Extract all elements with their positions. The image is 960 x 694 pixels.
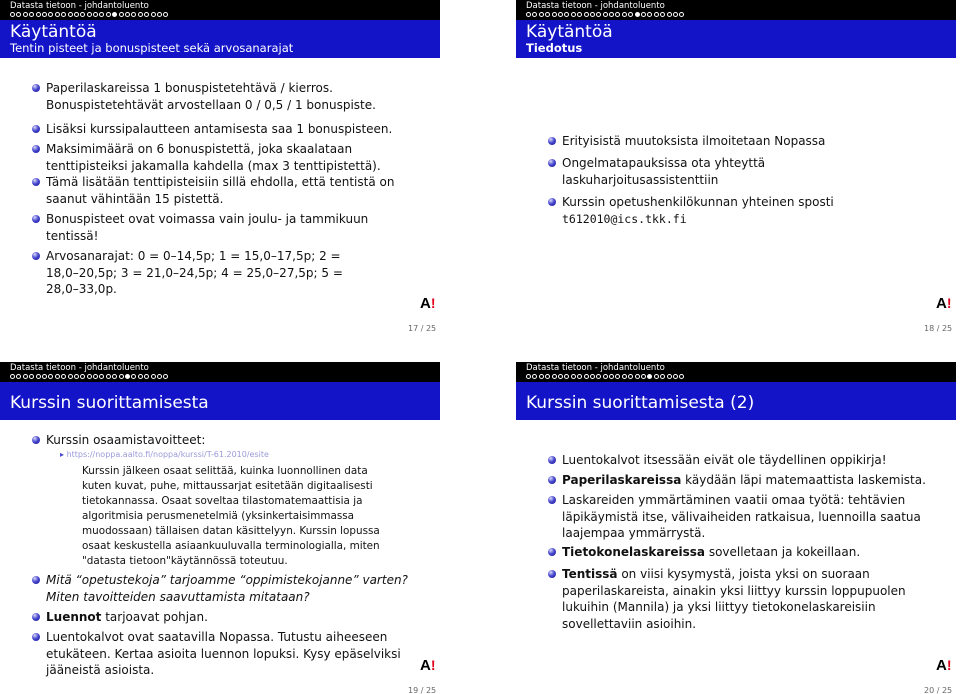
nav-dot[interactable] <box>112 374 117 379</box>
nav-dot[interactable] <box>61 374 66 379</box>
nav-dot[interactable] <box>584 374 589 379</box>
slide-nav-dots[interactable] <box>526 12 684 17</box>
nav-dot[interactable] <box>571 374 576 379</box>
list-item: Tentissä on viisi kysymystä, joista yksi on suoraan paperilaskareista, ainakin yksi liittyy kurssin loppupuolen lukuihin (Mannila) ja yksi liittyy tietokonelaskareisiin sovellettaviin asioihin. <box>562 566 930 632</box>
nav-dot[interactable] <box>74 374 79 379</box>
nav-dot[interactable] <box>16 12 21 17</box>
slide-header-bar <box>0 362 440 382</box>
slide-nav-dots[interactable] <box>526 374 684 379</box>
page-number: 19 / 25 <box>408 686 437 694</box>
nav-dot[interactable] <box>80 374 85 379</box>
nav-dot[interactable] <box>526 12 531 17</box>
list-item: Bonuspisteet ovat voimassa vain joulu- ja tammikuun tentissä! <box>46 211 414 244</box>
nav-dot[interactable] <box>577 12 582 17</box>
nav-dot[interactable] <box>596 12 601 17</box>
nav-dot[interactable] <box>667 374 672 379</box>
frame-title-bar <box>516 20 956 58</box>
nav-dot[interactable] <box>61 12 66 17</box>
frame-title: Kurssin suorittamisesta <box>10 393 209 413</box>
nav-dot[interactable] <box>679 374 684 379</box>
list-item: Tämä lisätään tenttipisteisiin sillä ehdolla, että tentistä on saanut vähintään 15 pistettä. <box>46 174 414 207</box>
nav-dot[interactable] <box>36 374 41 379</box>
slide-header-bar <box>516 362 956 382</box>
slide-17 <box>0 0 440 340</box>
nav-dot[interactable] <box>635 12 640 17</box>
nav-dot[interactable] <box>106 12 111 17</box>
list-item: Luennot tarjoavat pohjan. <box>46 609 414 626</box>
nav-dot[interactable] <box>29 12 34 17</box>
nav-dot[interactable] <box>635 374 640 379</box>
nav-dot[interactable] <box>660 374 665 379</box>
nav-dot[interactable] <box>93 374 98 379</box>
nav-dot[interactable] <box>106 374 111 379</box>
slide-header-bar <box>0 0 440 20</box>
aalto-logo: A! <box>420 295 436 312</box>
nav-dot[interactable] <box>138 374 143 379</box>
frame-title: Käytäntöä <box>10 22 97 42</box>
nav-dot[interactable] <box>157 12 162 17</box>
nav-dot[interactable] <box>539 374 544 379</box>
slide-nav-dots[interactable] <box>10 374 168 379</box>
nav-dot[interactable] <box>151 12 156 17</box>
nav-dot[interactable] <box>99 374 104 379</box>
nav-dot[interactable] <box>545 12 550 17</box>
list-item: Erityisistä muutoksista ilmoitetaan Nopassa <box>562 133 930 150</box>
nav-dot[interactable] <box>23 12 28 17</box>
nav-dot[interactable] <box>590 12 595 17</box>
page-number: 18 / 25 <box>924 324 953 333</box>
nav-dot[interactable] <box>125 374 130 379</box>
list-item: Mitä “opetustekoja” tarjoamme “oppimistekojanne” varten? Miten tavoitteiden saavuttamista mitataan? <box>46 572 414 605</box>
nav-dot[interactable] <box>93 12 98 17</box>
list-item: Kurssin opetushenkilökunnan yhteinen sposti t612010@ics.tkk.fi <box>562 194 930 227</box>
nav-dot[interactable] <box>571 12 576 17</box>
nav-dot[interactable] <box>99 12 104 17</box>
nav-dot[interactable] <box>144 374 149 379</box>
course-title: Datasta tietoon - johdantoluento <box>10 363 149 373</box>
nav-dot[interactable] <box>48 374 53 379</box>
nav-dot[interactable] <box>558 12 563 17</box>
nav-dot[interactable] <box>163 374 168 379</box>
list-item: Paperilaskareissa 1 bonuspistetehtävä / kierros. Bonuspistetehtävät arvostellaan 0 / 0,5 / 1 bonuspiste. <box>46 80 414 113</box>
course-title: Datasta tietoon - johdantoluento <box>10 1 149 11</box>
nav-dot[interactable] <box>526 374 531 379</box>
course-title: Datasta tietoon - johdantoluento <box>526 1 665 11</box>
nav-dot[interactable] <box>584 12 589 17</box>
nav-dot[interactable] <box>609 12 614 17</box>
nav-dot[interactable] <box>641 12 646 17</box>
slide-nav-dots[interactable] <box>10 12 168 17</box>
nav-dot[interactable] <box>23 374 28 379</box>
nav-dot[interactable] <box>673 374 678 379</box>
nav-dot[interactable] <box>667 12 672 17</box>
slide-18 <box>516 0 956 340</box>
frame-subtitle: Tiedotus <box>526 41 583 55</box>
nav-dot[interactable] <box>577 374 582 379</box>
list-item: Ongelmatapauksissa ota yhteyttä laskuharjoitusassistenttiin <box>562 155 930 188</box>
nav-dot[interactable] <box>55 12 60 17</box>
list-item: Luentokalvot itsessään eivät ole täydellinen oppikirja! <box>562 452 930 469</box>
list-item: Maksimimäärä on 6 bonuspistettä, joka skaalataan tenttipisteiksi jakamalla kahdella (max 3 tenttipistettä). <box>46 141 414 174</box>
email-address: t612010@ics.tkk.fi <box>562 211 687 226</box>
nav-dot[interactable] <box>673 12 678 17</box>
nav-dot[interactable] <box>10 12 15 17</box>
nav-dot[interactable] <box>641 374 646 379</box>
nav-dot[interactable] <box>622 12 627 17</box>
nav-dot[interactable] <box>125 12 130 17</box>
nav-dot[interactable] <box>564 12 569 17</box>
nav-dot[interactable] <box>552 12 557 17</box>
nav-dot[interactable] <box>590 374 595 379</box>
frame-subtitle: Tentin pisteet ja bonuspisteet sekä arvosanarajat <box>10 41 294 55</box>
nav-dot[interactable] <box>660 12 665 17</box>
nav-dot[interactable] <box>609 374 614 379</box>
nav-dot[interactable] <box>87 12 92 17</box>
nav-dot[interactable] <box>68 374 73 379</box>
frame-title: Käytäntöä <box>526 22 613 42</box>
nav-dot[interactable] <box>16 374 21 379</box>
nav-dot[interactable] <box>603 12 608 17</box>
nav-dot[interactable] <box>119 374 124 379</box>
page-number: 20 / 25 <box>924 686 953 694</box>
nav-dot[interactable] <box>55 374 60 379</box>
list-item: Arvosanarajat: 0 = 0–14,5p; 1 = 15,0–17,5p; 2 = 18,0–20,5p; 3 = 21,0–24,5p; 4 = 25,0–27,5p; 5 = 28,0–33,0p. <box>46 248 414 298</box>
nav-dot[interactable] <box>558 374 563 379</box>
nav-dot[interactable] <box>138 12 143 17</box>
objectives-link[interactable]: ▸ https://noppa.aalto.fi/noppa/kurssi/T-61.2010/esite <box>60 450 269 459</box>
list-item: Tietokonelaskareissa sovelletaan ja kokeillaan. <box>562 544 930 561</box>
nav-dot[interactable] <box>564 374 569 379</box>
aalto-logo: A! <box>936 657 952 674</box>
frame-title-bar <box>516 382 956 420</box>
nav-dot[interactable] <box>157 374 162 379</box>
nav-dot[interactable] <box>596 374 601 379</box>
nav-dot[interactable] <box>42 374 47 379</box>
nav-dot[interactable] <box>87 374 92 379</box>
course-title: Datasta tietoon - johdantoluento <box>526 363 665 373</box>
frame-title-bar <box>0 20 440 58</box>
aalto-logo: A! <box>936 295 952 312</box>
nav-dot[interactable] <box>74 12 79 17</box>
nav-dot[interactable] <box>647 12 652 17</box>
nav-dot[interactable] <box>615 12 620 17</box>
nav-dot[interactable] <box>532 12 537 17</box>
nav-dot[interactable] <box>603 374 608 379</box>
nav-dot[interactable] <box>647 374 652 379</box>
nav-dot[interactable] <box>131 374 136 379</box>
nav-dot[interactable] <box>144 12 149 17</box>
list-item: Luentokalvot ovat saatavilla Nopassa. Tutustu aiheeseen etukäteen. Kertaa asioita luennon lopuksi. Kysy epäselviksi jääneistä asioista. <box>46 629 414 679</box>
nav-dot[interactable] <box>36 12 41 17</box>
objectives-text: Kurssin jälkeen osaat selittää, kuinka luonnollinen data kuten kuvat, puhe, mittaussarjat esitetään digitaalisesti tietokannassa. Osaat soveltaa tilastomatemaattisia ja algoritmisia perusmenetelmiä (yksinkertaisimmassa muodossaan) tällaisen datan käsittelyyn. Kurssin lopussa osaat keskustella asiaankuuluvalla terminologialla, miten "datasta tietoon"käytännössä toteutuu. <box>82 465 380 567</box>
nav-dot[interactable] <box>151 374 156 379</box>
nav-dot[interactable] <box>48 12 53 17</box>
page-number: 17 / 25 <box>408 324 437 333</box>
aalto-logo: A! <box>420 657 436 674</box>
nav-dot[interactable] <box>654 12 659 17</box>
nav-dot[interactable] <box>628 12 633 17</box>
frame-title: Kurssin suorittamisesta (2) <box>526 393 755 413</box>
nav-dot[interactable] <box>552 374 557 379</box>
nav-dot[interactable] <box>622 374 627 379</box>
nav-dot[interactable] <box>679 12 684 17</box>
nav-dot[interactable] <box>29 374 34 379</box>
nav-dot[interactable] <box>628 374 633 379</box>
nav-dot[interactable] <box>131 12 136 17</box>
nav-dot[interactable] <box>68 12 73 17</box>
nav-dot[interactable] <box>532 374 537 379</box>
nav-dot[interactable] <box>615 374 620 379</box>
slide-20 <box>516 362 956 694</box>
nav-dot[interactable] <box>112 12 117 17</box>
nav-dot[interactable] <box>539 12 544 17</box>
slide-header-bar <box>516 0 956 20</box>
list-item: Laskareiden ymmärtäminen vaatii omaa työtä: tehtävien läpikäymistä itse, välivaiheiden ratkaisua, luennoilla saatua laajempaa ymmärrystä. <box>562 492 930 542</box>
frame-title-bar <box>0 382 440 420</box>
nav-dot[interactable] <box>654 374 659 379</box>
nav-dot[interactable] <box>545 374 550 379</box>
list-item: Kurssin osaamistavoitteet: <box>46 432 414 449</box>
nav-dot[interactable] <box>10 374 15 379</box>
nav-dot[interactable] <box>80 12 85 17</box>
nav-dot[interactable] <box>119 12 124 17</box>
list-item: Paperilaskareissa käydään läpi matemaattista laskemista. <box>562 472 930 489</box>
nav-dot[interactable] <box>42 12 47 17</box>
nav-dot[interactable] <box>163 12 168 17</box>
list-item: Lisäksi kurssipalautteen antamisesta saa 1 bonuspisteen. <box>46 121 414 138</box>
slide-19 <box>0 362 440 694</box>
